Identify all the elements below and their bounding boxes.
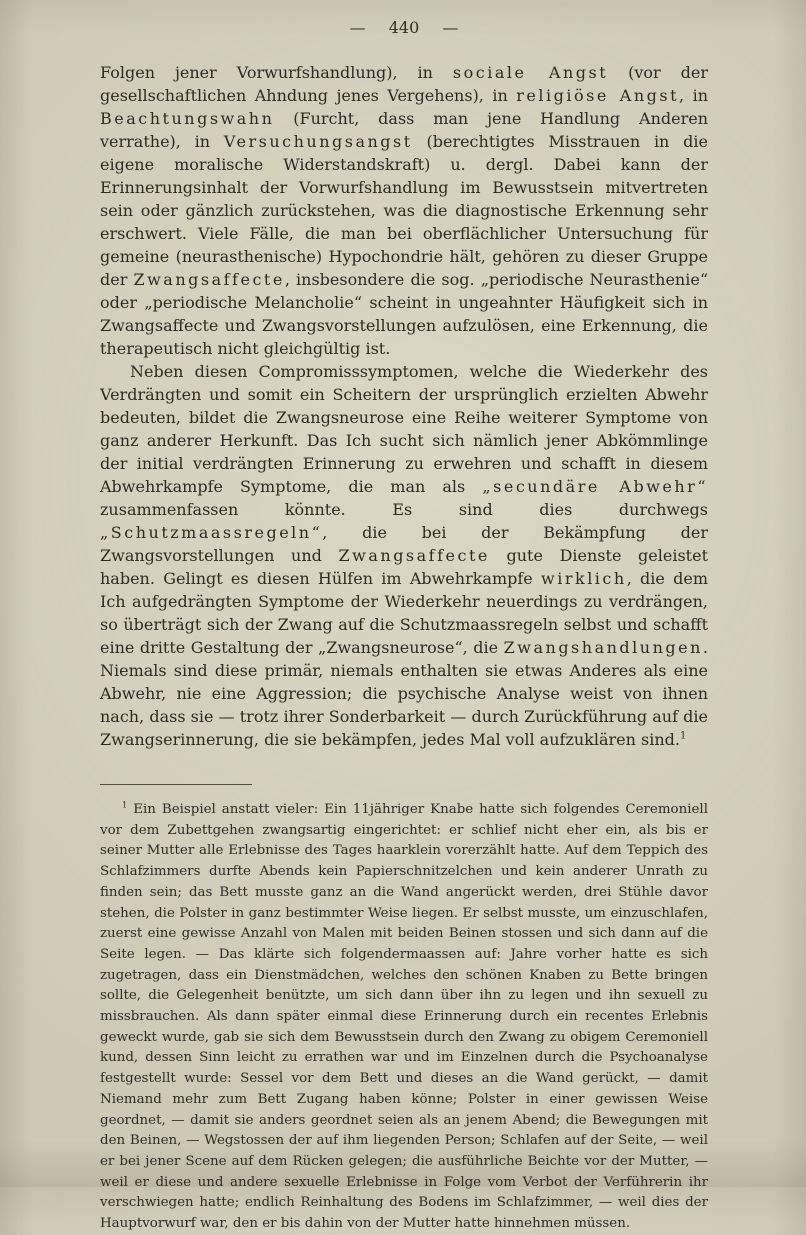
body-paragraph <box>100 61 708 360</box>
text-run: , in <box>679 86 708 105</box>
footnote-separator-rule <box>100 784 252 785</box>
text-run: . Niemals sind diese primär, niemals enthalten sie etwas Anderes als eine Abwehr, nie eine Aggression; die psychische Analyse weist von ihnen nach, dass sie — trotz ihrer Sonderbarkeit — durch Zurückführung auf die Zwangserinnerung, die sie bekämpfen, jedes Mal voll aufzuklären sind. <box>100 638 708 749</box>
footnote-marker: 1 <box>122 799 128 810</box>
text-run: , die dem Ich aufgedrängten Symptome der Wiederkehr neuerdings zu verdrängen, so überträgt sich der Zwang auf die Schutzmaassregeln selbst und schafft eine dritte Gestaltung der „Zwangsneurose“, die <box>100 569 709 657</box>
text-run: Ein Beispiel anstatt vieler: Ein 11jähriger Knabe hatte sich folgendes Ceremoniell vor dem Zubettgehen zwangsartig eingerichtet: er schlief nicht eher ein, als bis er seiner Mutter alle Erlebnisse des Tages haarklein vorerzählt hatte. Auf dem Teppich des Schlafzimmers durfte Abends kein Papierschnitzelchen und kein anderer Unrath zu finden sein; das Bett musste ganz an die Wand angerückt werden, drei Stühle davor stehen, die Polster in ganz bestimmter Weise liegen. Er selbst musste, um einzuschlafen, zuerst eine gewisse Anzahl von Malen mit beiden Beinen stossen und sich dann auf die Seite legen. — Das klärte sich folgendermaassen auf: Jahre vorher hatte es sich zugetragen, dass ein Dienstmädchen, welches den schönen Knaben zu Bette bringen sollte, die Gelegenheit benützte, um sich dann über ihn zu legen und ihn sexuell zu missbrauchen. Als dann später einmal diese Erinnerung durch ein recentes Erlebnis geweckt wurde, gab sie sich dem Bewusstsein durch den Zwang zu obigem Ceremoniell kund, dessen Sinn leicht zu errathen war und im Einzelnen durch die Psychoanalyse festgestellt wurde: Sessel vor dem Bett und dieses an die Wand gerückt, — damit Niemand mehr zum Bett Zugang haben könne; Polster in einer gewissen Weise geordnet, — damit sie anders geordnet seien als an jenem Abend; die Bewegungen mit den Beinen, — Wegstossen der auf ihm liegenden Person; Schlafen auf der Seite, — weil er bei jener Scene auf dem Rücken gelegen; die ausführliche Beichte vor der Mutter, — weil er diese und andere sexuelle Erlebnisse in Folge vom Verbot der Verführerin ihr verschwiegen hatte; endlich Reinhaltung des Bodens im Schlafzimmer, — weil dies der Hauptvorwurf war, den er bis dahin von der Mutter hatte hinnehmen müssen. <box>100 802 708 1232</box>
text-run: (Furcht, dass man jene Handlung Anderen verrathe), in <box>100 109 708 151</box>
text-run: , insbesondere die sog. „periodische Neurasthenie“ oder „periodische Melancholie“ scheint in ungeahnter Häufigkeit sich in Zwangsaffecte und Zwangsvorstellungen aufzulösen, eine Erkennung, die therapeutisch nicht gleichgültig ist. <box>100 270 708 358</box>
text-run: (berechtigtes Misstrauen in die eigene moralische Widerstandskraft) u. dergl. Dabei kann der Erinnerungsinhalt der Vorwurfshandlung im Bewusstsein mitvertreten sein oder gänzlich zurückstehen, was die diagnostische Erkennung sehr erschwert. Viele Fälle, die man bei oberflächlicher Untersuchung für gemeine (neurasthenische) Hypochondrie hält, gehören zu dieser Gruppe der <box>100 132 708 289</box>
footnote-marker: 1 <box>680 730 687 742</box>
emphasized-text: „secundäre Abwehr“ <box>482 477 709 496</box>
body-paragraph <box>100 360 708 751</box>
footnote-text <box>100 800 708 1235</box>
footnote-paragraph <box>100 800 708 1235</box>
text-run: Neben diesen Compromisssymptomen, welche die Wiederkehr des Verdrängten und somit ein Scheitern der ursprünglich erzielten Abwehr bedeuten, bildet die Zwangsneurose eine Reihe weiterer Symptome von ganz anderer Herkunft. Das Ich sucht sich nämlich jener Abkömmlinge der initial verdrängten Erinnerung zu erwehren und schafft in diesem Abwehrkampfe Symptome, die man als <box>100 362 708 496</box>
emphasized-text: Versuchungsangst <box>223 132 413 151</box>
emphasized-text: Zwangshandlungen <box>503 638 703 657</box>
text-block <box>100 18 708 1235</box>
emphasized-text: „Schutzmaassregeln“ <box>100 523 323 542</box>
emphasized-text: Zwangsaffecte <box>133 270 285 289</box>
text-run: gute Dienste geleistet haben. Gelingt es diesen Hülfen im Abwehrkampfe <box>100 546 709 588</box>
text-run: , die bei der Bekämpfung der Zwangsvorstellungen und <box>100 523 708 565</box>
emphasized-text: wirklich <box>541 569 627 588</box>
emphasized-text: Beachtungswahn <box>100 109 275 128</box>
text-run: Folgen jener Vorwurfshandlung), in <box>100 63 453 82</box>
text-run: (vor der gesellschaftlichen Ahndung jenes Vergehens), in <box>100 63 709 105</box>
emphasized-text: Zwangsaffecte <box>338 546 490 565</box>
main-body-text <box>100 61 708 751</box>
emphasized-text: religiöse Angst <box>516 86 680 105</box>
text-run: zusammenfassen könnte. Es sind dies durchwegs <box>100 500 708 519</box>
emphasized-text: sociale Angst <box>452 63 609 82</box>
page-number: — 440 — <box>349 18 459 37</box>
